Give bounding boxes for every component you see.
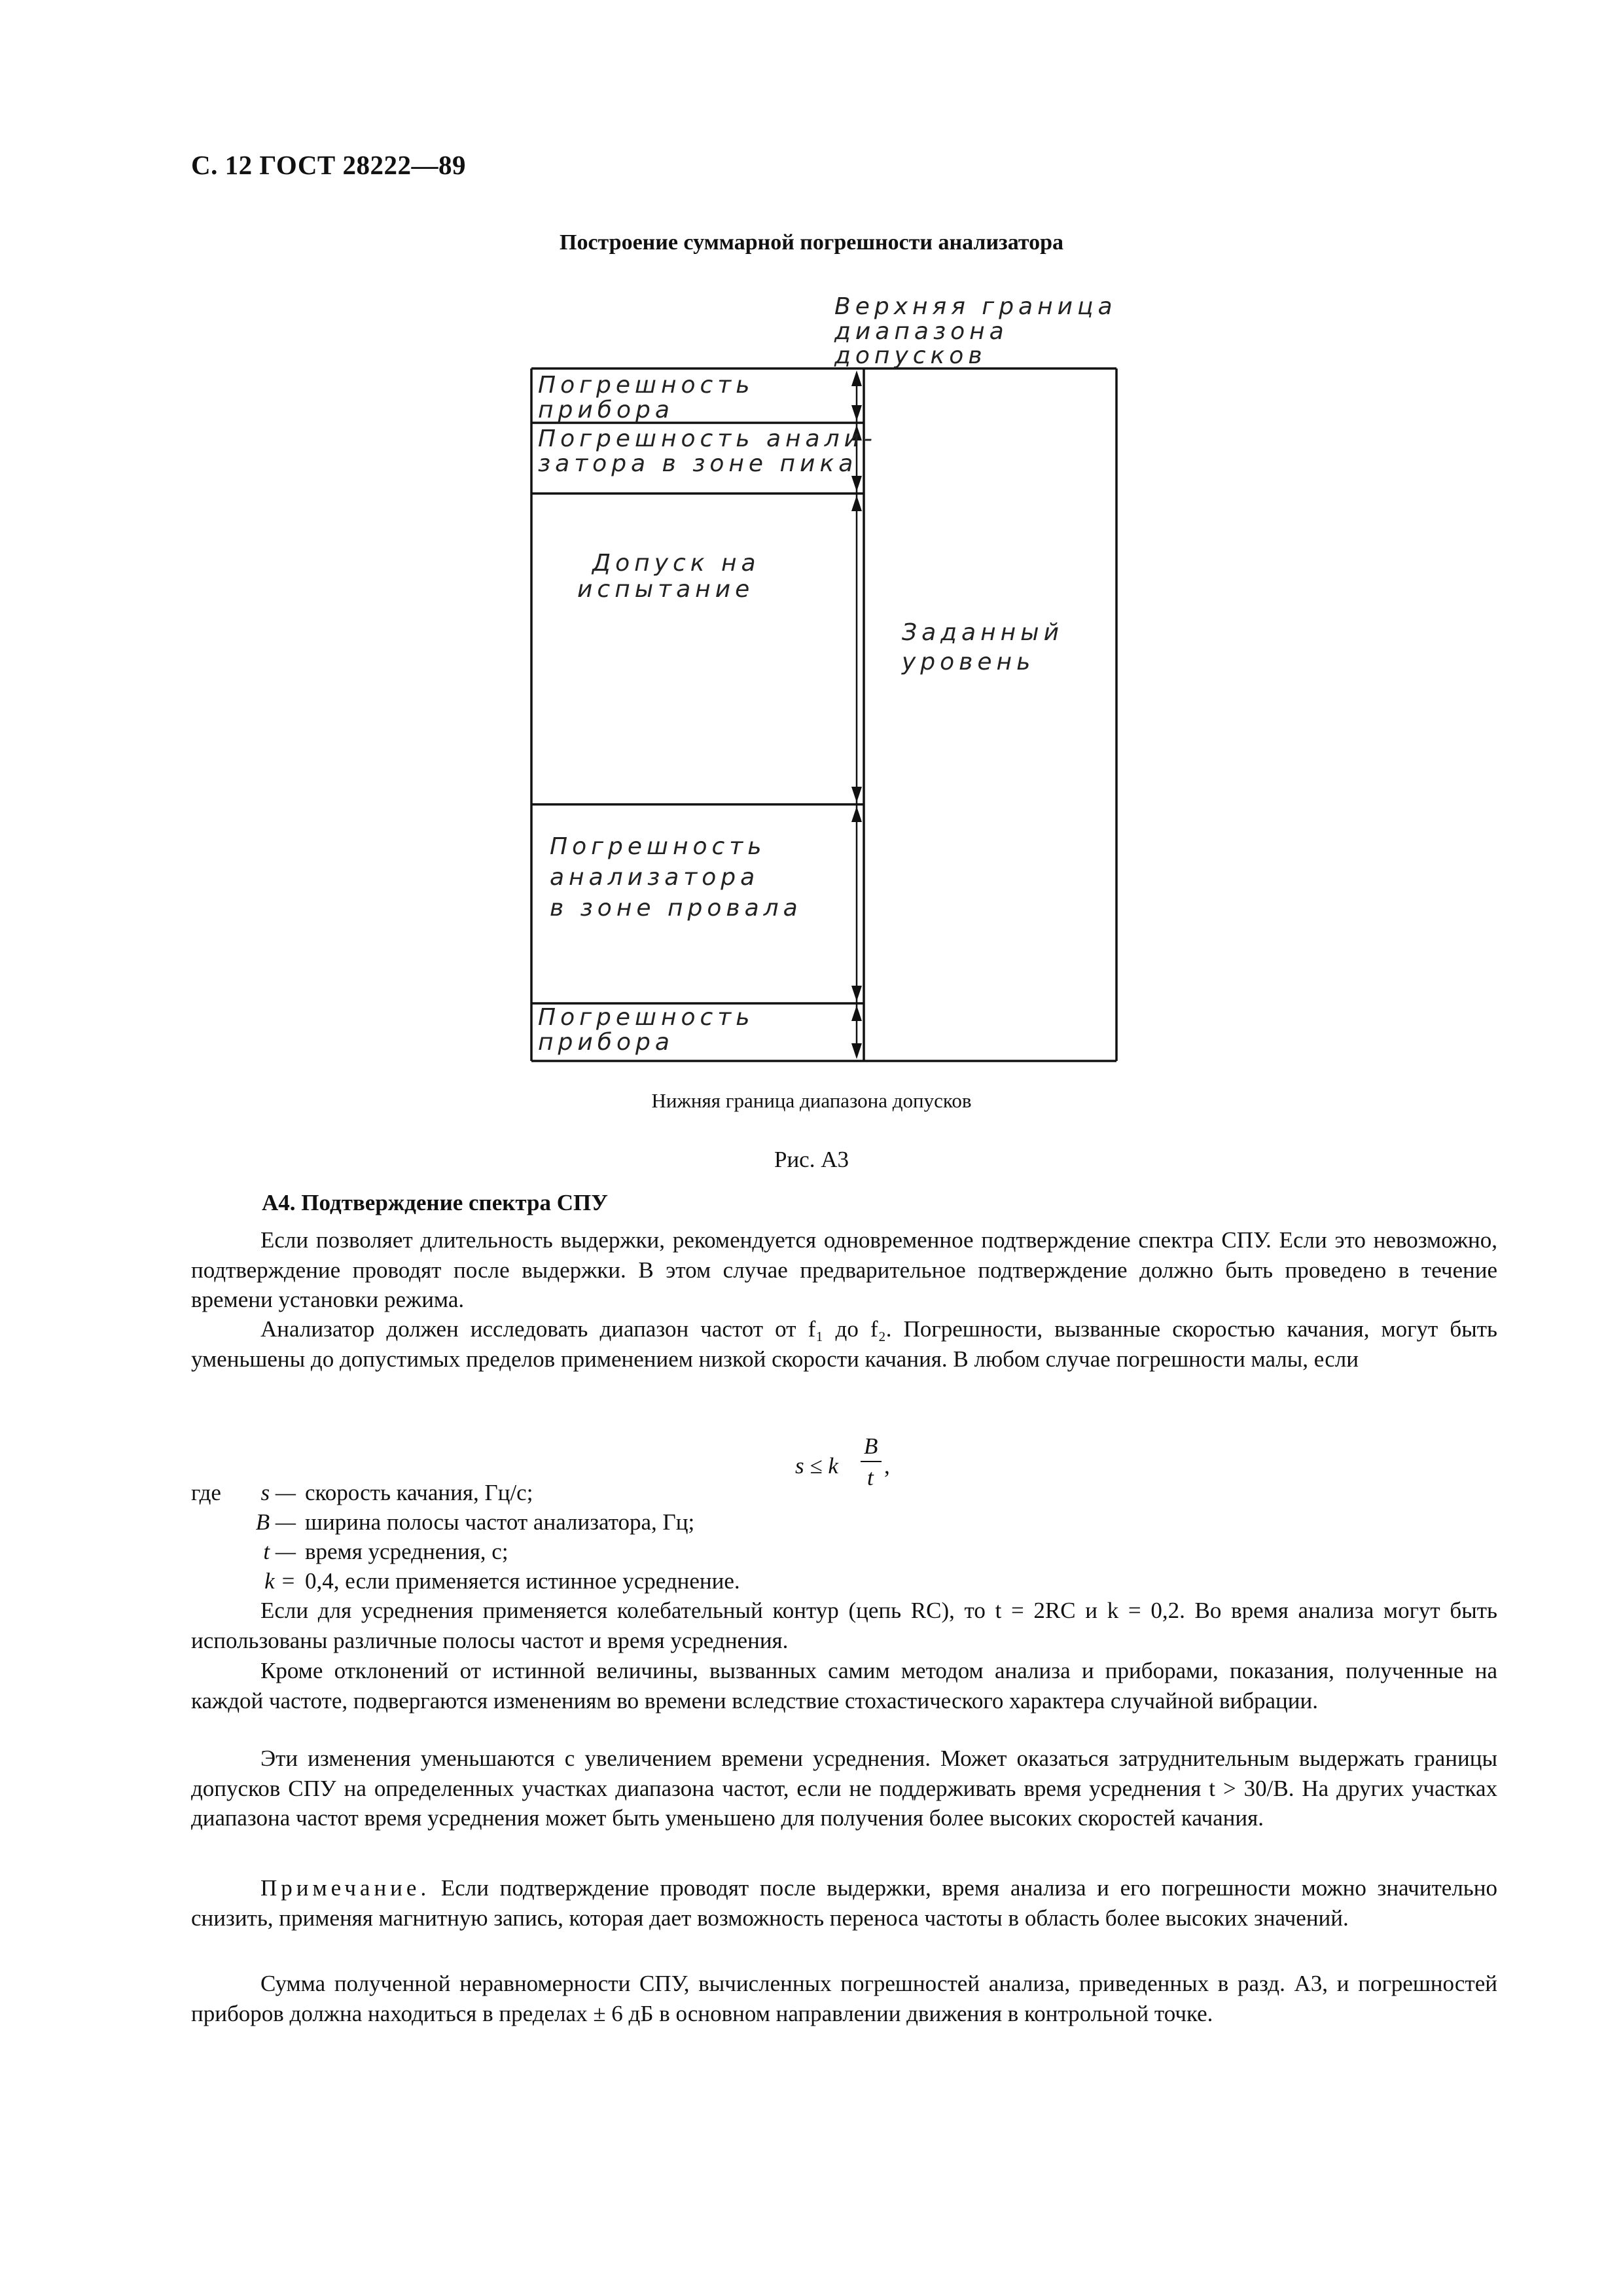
formula-denominator: t — [867, 1465, 874, 1490]
top-boundary-label-1: Верхняя граница — [834, 293, 1117, 320]
definition-row — [191, 1507, 740, 1537]
top-boundary-label-3: допусков — [834, 342, 987, 369]
peak-error-1: Погрешность анали- — [538, 425, 877, 452]
formula-tail: , — [884, 1453, 890, 1479]
paragraph-5 — [191, 1744, 1497, 1833]
definition-row — [191, 1478, 740, 1507]
paragraph-4 — [191, 1656, 1497, 1715]
arrow-head-icon — [851, 495, 862, 511]
dip-error-2: анализатора — [550, 864, 760, 891]
figure-title: Построение суммарной погрешности анализатора — [560, 230, 1063, 255]
formula — [795, 1433, 900, 1492]
definition-text: 0,4, если применяется истинное усреднение. — [305, 1568, 740, 1594]
peak-error-2: затора в зоне пика — [538, 450, 858, 477]
definition-symbol: t — — [263, 1539, 296, 1564]
paragraph-6-text: Сумма полученной неравномерности СПУ, вычисленных погрешностей анализа, приведенных в разд. А3, и погрешностей приборов должна находиться в пределах ± 6 дБ в основном направлении движения в контрольной точке. — [191, 1971, 1497, 2026]
note — [191, 1873, 1497, 1933]
paragraph-3 — [191, 1596, 1497, 1655]
paragraph-4-text: Кроме отклонений от истинной величины, вызванных самим методом анализа и приборами, показания, полученные на каждой частоте, подвергаются изменениям во времени вследствие стохастического характера случайной вибрации. — [191, 1658, 1497, 1713]
definition-text: скорость качания, Гц/с; — [305, 1480, 533, 1505]
dip-error-1: Погрешность — [550, 833, 766, 860]
dip-error-3: в зоне провала — [550, 895, 802, 922]
definition-prefix: где — [191, 1480, 221, 1505]
note-label: Примечание. — [260, 1875, 431, 1901]
arrow-head-icon — [851, 1043, 862, 1059]
arrow-head-icon — [851, 986, 862, 1001]
arrow-head-icon — [851, 370, 862, 386]
figure-caption: Рис. А3 — [774, 1147, 849, 1172]
formula-lhs: s ≤ k — [795, 1453, 838, 1479]
paragraph-1 — [191, 1225, 1497, 1315]
definition-row — [191, 1566, 740, 1596]
set-level-2: уровень — [902, 649, 1035, 675]
definition-prefix — [191, 1537, 237, 1566]
definition-symbol: s — — [260, 1480, 296, 1505]
definition-row — [191, 1537, 740, 1566]
arrow-head-icon — [851, 405, 862, 421]
paragraph-1-text: Если позволяет длительность выдержки, рекомендуется одновременное подтверждение спектра СПУ. Если это невозможно, подтверждение проводят после выдержки. В этом случае предварительное подтверждение должно быть проведено в течение времени установки режима. — [191, 1227, 1497, 1312]
note-paragraph — [191, 1873, 1497, 1933]
definition-symbol: B — — [255, 1509, 296, 1535]
paragraph-5-text: Эти изменения уменьшаются с увеличением времени усреднения. Может оказаться затруднительным выдержать границы допусков СПУ на определенных участках диапазона частот, если не поддерживать время усреднения t > 30/B. На других участках диапазона частот время усреднения может быть уменьшено для получения более высоких скоростей качания. — [191, 1746, 1497, 1831]
definition-prefix — [191, 1566, 237, 1596]
page-header: С. 12 ГОСТ 28222—89 — [191, 150, 467, 180]
definition-text: время усреднения, с; — [305, 1539, 508, 1564]
set-level-1: Заданный — [902, 619, 1063, 646]
section-heading: А4. Подтверждение спектра СПУ — [262, 1190, 608, 1215]
error-diagram — [0, 0, 1623, 1086]
paragraph-2 — [191, 1314, 1497, 1374]
top-boundary-label-2: диапазона — [834, 318, 1008, 345]
paragraph-6 — [191, 1969, 1497, 2028]
definition-text: ширина полосы частот анализатора, Гц; — [305, 1509, 695, 1535]
bottom-boundary-label: Нижняя граница диапазона допусков — [651, 1089, 972, 1112]
note-text: Если подтверждение проводят после выдержки, время анализа и его погрешности можно значительно снизить, применяя магнитную запись, которая дает возможность переноса частоты в область более высоких значений. — [191, 1875, 1498, 1931]
test-tolerance-2: испытание — [577, 576, 755, 603]
paragraph-3-text: Если для усреднения применяется колебательный контур (цепь RC), то t = 2RC и k = 0,2. Во время анализа могут быть использованы различные полосы частот и время усреднения. — [191, 1598, 1497, 1653]
arrow-head-icon — [851, 787, 862, 802]
formula-numerator: B — [864, 1433, 878, 1459]
test-tolerance-1: Допуск на — [592, 550, 760, 577]
definitions-list — [191, 1478, 740, 1596]
arrow-head-icon — [851, 476, 862, 492]
arrow-head-icon — [851, 1005, 862, 1021]
paragraph-2-text: Анализатор должен исследовать диапазон частот от f₁ до f₂. Погрешности, вызванные скоростью качания, могут быть уменьшены до допустимых пределов применением низкой скорости качания. В любом случае погрешности малы, если — [191, 1316, 1497, 1372]
arrow-head-icon — [851, 806, 862, 822]
device-error-bottom-2: прибора — [538, 1029, 674, 1056]
definition-prefix — [191, 1507, 237, 1537]
definition-symbol: k = — [264, 1568, 296, 1594]
device-error-bottom-1: Погрешность — [538, 1004, 755, 1031]
fraction-bar — [861, 1461, 882, 1462]
device-error-top-1: Погрешность — [538, 372, 755, 399]
device-error-top-2: прибора — [538, 397, 674, 423]
